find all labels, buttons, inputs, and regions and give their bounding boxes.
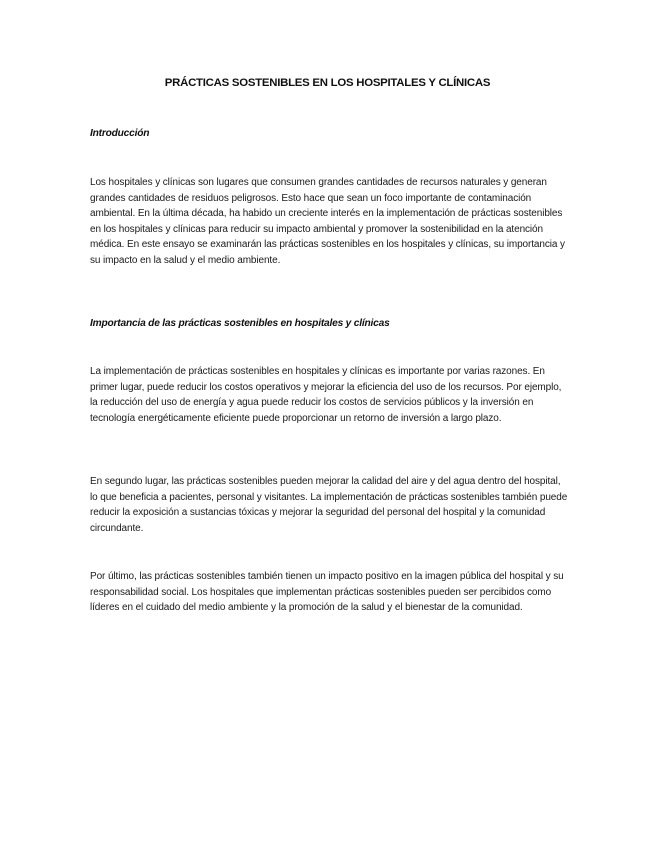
- section-heading-introduction: Introducción: [90, 128, 150, 139]
- paragraph-introduction: Los hospitales y clínicas son lugares que consumen grandes cantidades de recursos naturales y generan grandes cantidades de residuos peligrosos. Esto hace que sean un foco importante de contaminación ambiental. En la última década, ha habido un creciente interés en la implementación de prácticas sostenibles en los hospitales y clínicas para reducir su impacto ambiental y promover la sostenibilidad en la atención médica. En este ensayo se examinarán las prácticas sostenibles en los hospitales y clínicas, su importancia y su impacto en la salud y el medio ambiente.: [90, 177, 565, 266]
- section-heading-importance: Importancia de las prácticas sostenibles en hospitales y clínicas: [90, 318, 390, 329]
- paragraph-importance-3: Por último, las prácticas sostenibles también tienen un impacto positivo en la imagen pública del hospital y su responsabilidad social. Los hospitales que implementan prácticas sostenibles pueden ser percibidos como líderes en el cuidado del medio ambiente y la promoción de la salud y el bienestar de la comunidad.: [90, 571, 564, 613]
- paragraph-importance-2: En segundo lugar, las prácticas sostenibles pueden mejorar la calidad del aire y del agua dentro del hospital, lo que beneficia a pacientes, personal y visitantes. La implementación de prácticas sostenibles también puede reducir la exposición a sustancias tóxicas y mejorar la seguridad del personal del hospital y la comunidad circundante.: [90, 476, 568, 534]
- paragraph-importance-1: La implementación de prácticas sostenibles en hospitales y clínicas es importante por varias razones. En primer lugar, puede reducir los costos operativos y mejorar la eficiencia del uso de los recursos. Por ejemplo, la reducción del uso de energía y agua puede reducir los costos de servicios públicos y la inversión en tecnología energéticamente eficiente puede proporcionar un retorno de inversión a largo plazo.: [90, 366, 562, 424]
- document-title: PRÁCTICAS SOSTENIBLES EN LOS HOSPITALES Y CLÍNICAS: [164, 77, 491, 89]
